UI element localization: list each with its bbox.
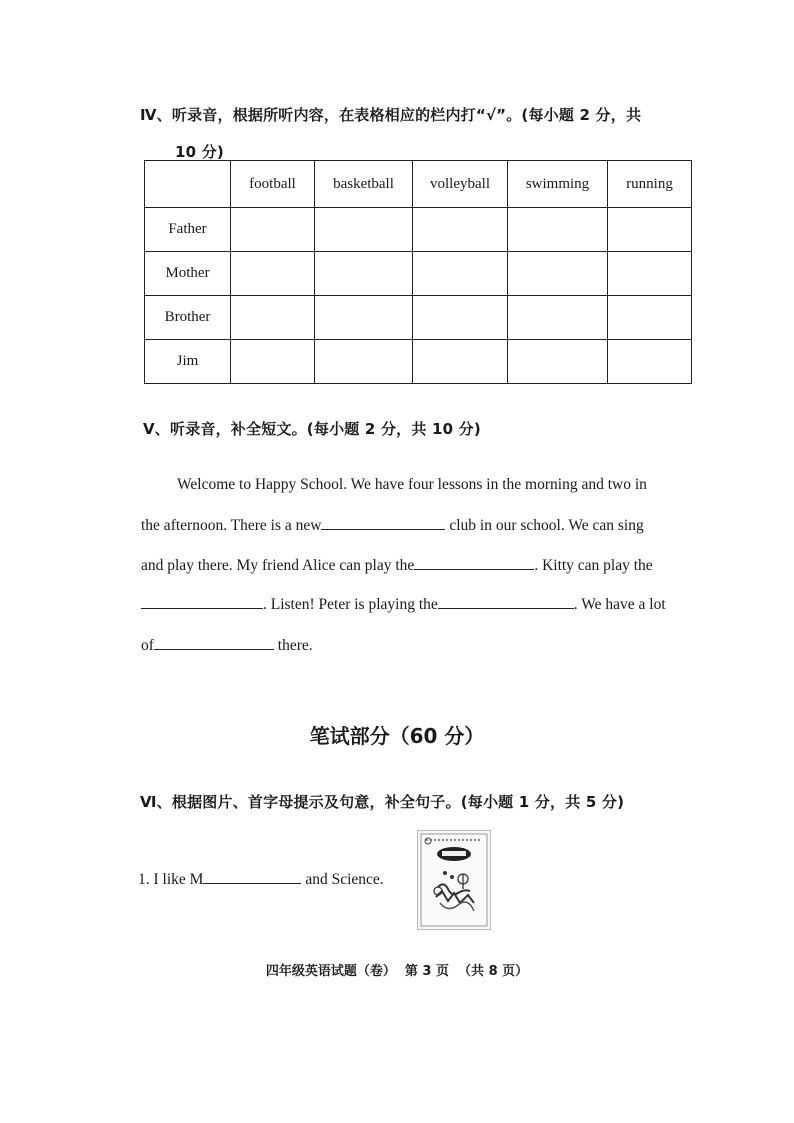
check-cell[interactable] — [413, 340, 508, 384]
column-header-volleyball: volleyball — [413, 161, 508, 208]
section-4-instruction: Ⅳ、听录音，根据所听内容，在表格相应的栏内打“√”。(每小题 2 分，共 — [140, 106, 642, 124]
passage-line-3 — [141, 555, 689, 575]
table-header-row — [145, 161, 692, 208]
check-cell[interactable] — [315, 296, 413, 340]
answer-blank-5[interactable] — [154, 635, 274, 650]
check-cell[interactable] — [231, 252, 315, 296]
row-header-father: Father — [145, 208, 231, 252]
passage-line-1 — [177, 476, 725, 494]
column-header-basketball: basketball — [315, 161, 413, 208]
table-row — [145, 340, 692, 384]
check-cell[interactable] — [608, 252, 692, 296]
row-header-jim: Jim — [145, 340, 231, 384]
passage-text: . Listen! Peter is playing the — [263, 596, 438, 613]
column-header-football: football — [231, 161, 315, 208]
answer-blank-3[interactable] — [141, 594, 263, 609]
check-cell[interactable] — [413, 208, 508, 252]
answer-blank-4[interactable] — [438, 594, 574, 609]
passage-line-2 — [141, 515, 689, 535]
row-header-brother: Brother — [145, 296, 231, 340]
check-cell[interactable] — [413, 296, 508, 340]
passage-text: . Kitty can play the — [534, 557, 653, 574]
section-6-instruction: Ⅵ、根据图片、首字母提示及句意，补全句子。(每小题 1 分，共 5 分) — [140, 793, 625, 811]
column-header-swimming: swimming — [508, 161, 608, 208]
check-cell[interactable] — [508, 252, 608, 296]
table-row — [145, 252, 692, 296]
check-cell[interactable] — [608, 208, 692, 252]
table-corner-cell — [145, 161, 231, 208]
passage-text: Welcome to Happy School. We have four lessons in the morning and two in — [177, 476, 647, 493]
passage-text: there. — [273, 637, 313, 654]
answer-blank-q1[interactable] — [203, 869, 301, 884]
check-cell[interactable] — [315, 208, 413, 252]
check-cell[interactable] — [231, 340, 315, 384]
question-1 — [138, 869, 384, 889]
check-cell[interactable] — [413, 252, 508, 296]
passage-line-4 — [141, 594, 689, 614]
column-header-running: running — [608, 161, 692, 208]
question-text: 1. I like M — [138, 871, 204, 888]
check-cell[interactable] — [508, 296, 608, 340]
answer-blank-1[interactable] — [321, 515, 445, 530]
listening-check-table — [144, 160, 692, 384]
passage-text: . We have a lot — [573, 596, 666, 613]
row-header-mother: Mother — [145, 252, 231, 296]
answer-blank-2[interactable] — [414, 555, 534, 570]
music-book-illustration — [418, 831, 490, 929]
check-cell[interactable] — [608, 296, 692, 340]
check-cell[interactable] — [315, 252, 413, 296]
question-text: and Science. — [301, 871, 384, 888]
section-5-instruction: Ⅴ、听录音，补全短文。(每小题 2 分，共 10 分) — [143, 420, 481, 438]
check-cell[interactable] — [231, 208, 315, 252]
passage-text: and play there. My friend Alice can play the — [141, 557, 415, 574]
check-cell[interactable] — [315, 340, 413, 384]
passage-text: club in our school. We can sing — [445, 517, 644, 534]
music-book-picture — [417, 830, 491, 930]
section-4-instruction-continued: 10 分) — [175, 143, 224, 161]
table-row — [145, 296, 692, 340]
check-cell[interactable] — [508, 340, 608, 384]
passage-text: of — [141, 637, 154, 654]
check-cell[interactable] — [231, 296, 315, 340]
page-footer: 四年级英语试题（卷） 第 3 页 （共 8 页） — [265, 964, 529, 979]
table-row — [145, 208, 692, 252]
check-cell[interactable] — [508, 208, 608, 252]
passage-line-5 — [141, 635, 689, 655]
written-section-title: 笔试部分（60 分） — [309, 724, 485, 748]
passage-text: the afternoon. There is a new — [141, 517, 322, 534]
check-cell[interactable] — [608, 340, 692, 384]
